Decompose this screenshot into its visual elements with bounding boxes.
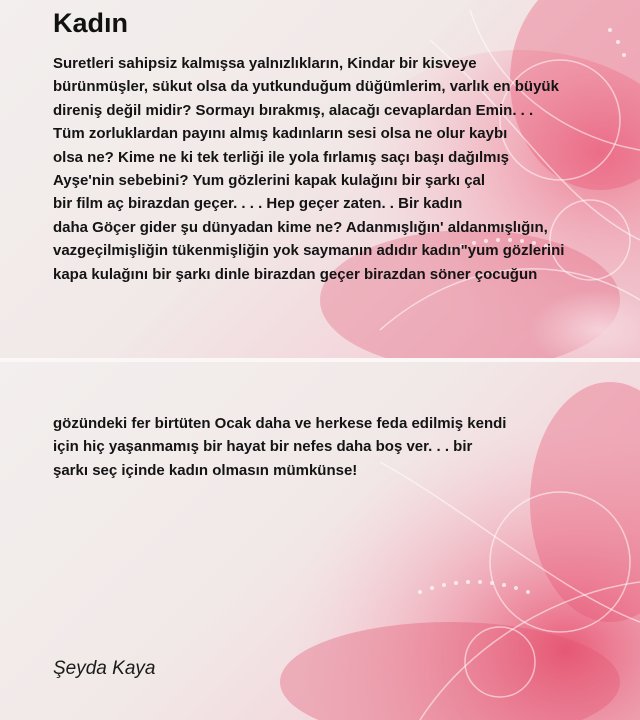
poem-page-1	[0, 0, 640, 358]
poem-page-2	[0, 362, 640, 720]
poem-line: kapa kulağını bir şarkı dinle birazdan geçer birazdan söner çocuğun	[53, 265, 538, 283]
poem-line: Ayşe'nin sebebini? Yum gözlerini kapak kulağını bir şarkı çal	[53, 172, 486, 190]
poem-line: bir film aç birazdan geçer. . . . Hep geçer zaten. . Bir kadın	[53, 195, 463, 213]
poem-line: vazgeçilmişliğin tükenmişliğin yok saymanın adıdır kadın"yum gözlerini	[53, 242, 565, 260]
poem-author: Şeyda Kaya	[53, 658, 156, 679]
poem-title: Kadın	[53, 8, 129, 38]
poem-line: direniş değil midir? Sormayı bırakmış, alacağı cevaplardan Emin. . .	[53, 101, 534, 119]
poem-line: gözündeki fer birtüten Ocak daha ve herkese feda edilmiş kendi	[53, 415, 507, 432]
poem-line: Suretleri sahipsiz kalmışsa yalnızlıkların, Kindar bir kisveye	[53, 55, 477, 72]
poem-line: için hiç yaşanmamış bir hayat bir nefes daha boş ver. . . bir	[53, 438, 473, 456]
poem-line: bürünmüşler, sükut olsa da yutkunduğum düğümlerim, varlık en büyük	[53, 78, 559, 96]
poem-line: Tüm zorluklardan payını almış kadınların sesi olsa ne olur kaybı	[53, 125, 508, 143]
poem-text-part-2	[53, 412, 613, 482]
poem-line: olsa ne? Kime ne ki tek terliği ile yola fırlamış saçı başı dağılmış	[53, 148, 510, 166]
poem-line: daha Göçer gider şu dünyadan kime ne? Adanmışlığın' aldanmışlığın,	[53, 218, 548, 236]
poem-line: şarkı seç içinde kadın olmasın mümkünse!	[53, 461, 358, 479]
poem-text-part-1	[53, 52, 633, 286]
